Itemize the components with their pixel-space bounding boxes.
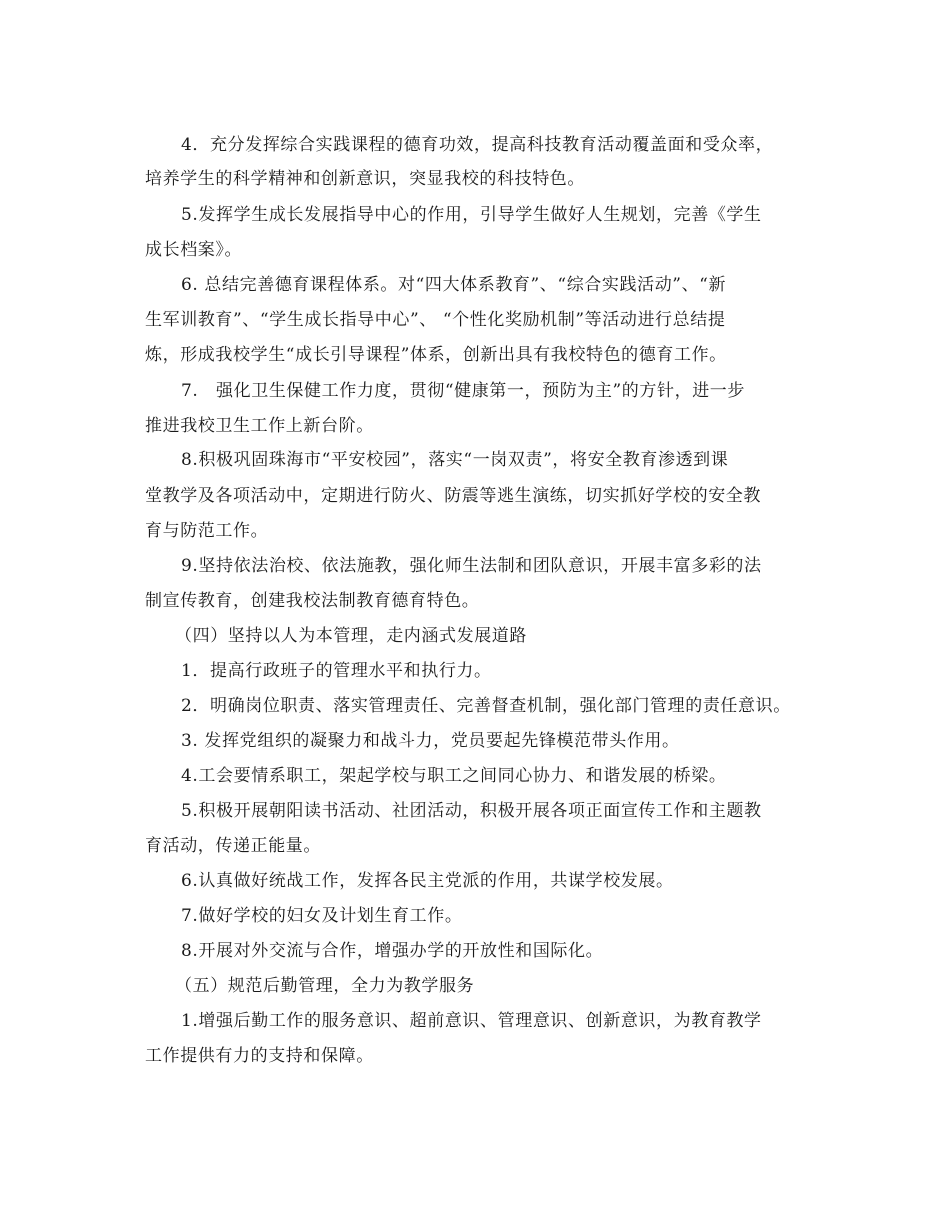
paragraph-line: 6. 总结完善德育课程体系。对“四大体系教育”、“综合实践活动”、“新: [181, 275, 727, 295]
paragraph-line: 育活动，传递正能量。: [145, 836, 321, 856]
paragraph-line: 推进我校卫生工作上新台阶。: [145, 416, 374, 436]
paragraph-line: 8.开展对外交流与合作，增强办学的开放性和国际化。: [181, 941, 604, 961]
paragraph-line: 工作提供有力的支持和保障。: [145, 1046, 374, 1066]
section-heading: （五）规范后勤管理，全力为教学服务: [175, 976, 475, 996]
paragraph-line: 7. 强化卫生保健工作力度，贯彻“健康第一，预防为主”的方针，进一步: [181, 381, 745, 401]
paragraph-line: 5.发挥学生成长发展指导中心的作用，引导学生做好人生规划，完善《学生: [181, 205, 762, 225]
paragraph-line: 1.增强后勤工作的服务意识、超前意识、管理意识、创新意识，为教育教学: [181, 1011, 762, 1031]
paragraph-line: 8.积极巩固珠海市“平安校园”，落实“一岗双责”，将安全教育渗透到课: [181, 450, 729, 470]
paragraph-line: 7.做好学校的妇女及计划生育工作。: [181, 906, 463, 926]
paragraph-line: 生军训教育”、“学生成长指导中心”、 “个性化奖励机制”等活动进行总结提: [145, 310, 726, 330]
paragraph-line: 堂教学及各项活动中，定期进行防火、防震等逃生演练，切实抓好学校的安全教: [145, 486, 761, 506]
paragraph-line: 3. 发挥党组织的凝聚力和战斗力，党员要起先锋模范带头作用。: [181, 731, 680, 751]
paragraph-line: 2．明确岗位职责、落实管理责任、完善督查机制，强化部门管理的责任意识。: [181, 696, 791, 716]
paragraph-line: 炼，形成我校学生“成长引导课程”体系，创新出具有我校特色的德育工作。: [145, 345, 727, 365]
paragraph-line: 4．充分发挥综合实践课程的德育功效，提高科技教育活动覆盖面和受众率，: [181, 135, 774, 155]
paragraph-line: 4.工会要情系职工，架起学校与职工之间同心协力、和谐发展的桥梁。: [181, 766, 727, 786]
paragraph-line: 9.坚持依法治校、依法施教，强化师生法制和团队意识，开展丰富多彩的法: [181, 556, 762, 576]
section-heading: （四）坚持以人为本管理，走内涵式发展道路: [175, 626, 527, 646]
paragraph-line: 育与防范工作。: [145, 521, 269, 541]
paragraph-line: 制宣传教育，创建我校法制教育德育特色。: [145, 591, 480, 611]
paragraph-line: 6.认真做好统战工作，发挥各民主党派的作用，共谋学校发展。: [181, 871, 674, 891]
paragraph-line: 成长档案》。: [145, 240, 243, 260]
paragraph-line: 5.积极开展朝阳读书活动、社团活动，积极开展各项正面宣传工作和主题教: [181, 801, 762, 821]
paragraph-line: 培养学生的科学精神和创新意识，突显我校的科技特色。: [145, 169, 585, 189]
paragraph-line: 1．提高行政班子的管理水平和执行力。: [181, 661, 492, 681]
